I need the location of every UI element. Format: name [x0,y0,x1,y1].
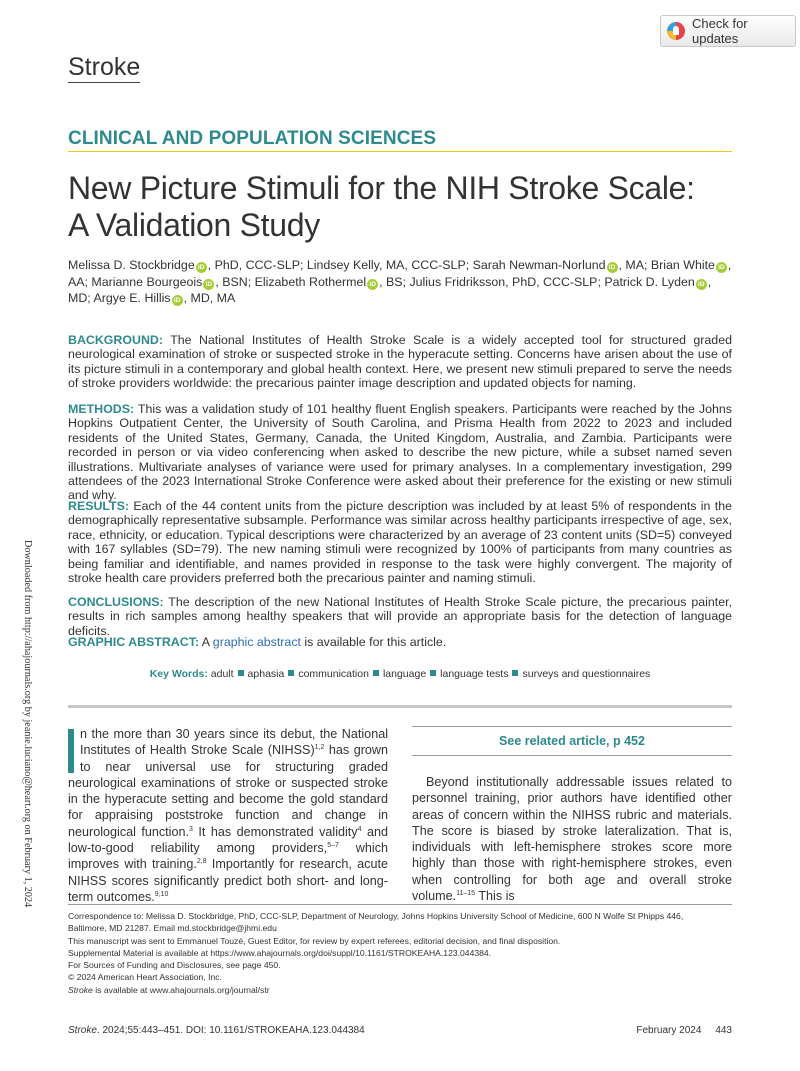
footnote-rule [68,904,732,905]
abstract-text: A [199,635,213,649]
author-degrees: , MD; [68,274,712,305]
keyword: language [382,668,427,680]
citation-ref[interactable]: 9,10 [154,890,169,898]
abstract-methods [68,402,732,503]
footer-citation [68,1025,365,1036]
check-for-updates-label: Check for updates [692,16,748,46]
footer-date-page [636,1025,732,1036]
bullet-square-icon [288,670,294,676]
section-divider [68,705,732,708]
drop-cap [68,729,74,773]
author-name: Elizabeth Rothermel [254,274,367,289]
check-for-updates-button[interactable] [660,15,796,47]
abstract-text: is available for this article. [300,635,447,649]
footnote-line: © 2024 American Heart Association, Inc. [68,972,222,983]
abstract-results [68,499,732,585]
abstract-text: The description of the new National Institutes of Health Stroke Scale picture, the precarious painter, results in rich samples among healthy speakers that will provide an appropriate basis for the detection of language deficits. [68,595,732,638]
abstract-text: The National Institutes of Health Stroke Scale is a widely accepted tool for structured graded neurological examination of stroke or suspected stroke in the hyperacute setting. Concerns have arisen about the use of its picture stimuli in a contemporary and global health context. Here, we present new stimuli prepared to serve the needs of stroke providers worldwide: the precarious painter image description and updated objects for naming. [68,333,732,391]
author-name: Melissa D. Stockbridge [68,258,195,272]
footnote-line: Baltimore, MD 21287. Email md.stockbridge@jhmi.edu [68,923,277,934]
citation-ref[interactable]: 3 [189,825,193,833]
abstract-graphic [68,635,732,649]
orcid-icon[interactable]: iD [716,262,727,273]
footnote-line: For Sources of Funding and Disclosures, see page 450. [68,960,281,971]
footnote-line [68,984,732,996]
body-text-left [68,726,388,905]
author-name: Lindsey Kelly, MA, CCC-SLP; [306,258,473,272]
orcid-icon[interactable]: iD [696,279,707,290]
author-degrees: , BSN; [215,274,255,289]
keyword: communication [298,668,369,680]
related-article-link[interactable]: See related article, p 452 [412,726,732,756]
page-number: 443 [715,1025,732,1036]
orcid-icon[interactable]: iD [367,279,378,290]
abstract-conclusions [68,595,732,638]
keywords [68,668,732,680]
body-text: has grown to near universal use for structuring graded neurological examinations of stroke or suspected stroke in the hyperacute setting and become the gold standard for appraising poststroke function and change in neurological function. [68,743,389,839]
bullet-square-icon [512,670,518,676]
author-degrees: , BS; [379,274,410,289]
author-name: Brian White [650,258,715,272]
author-name: Patrick D. Lyden [604,274,695,289]
orcid-icon[interactable]: iD [203,279,214,290]
body-text: Beyond institutionally addressable issues related to personnel training, prior authors have identified other areas of concern within the NIHSS rubric and materials. The score is biased by stroke lateralization. That is, individuals with left-hemisphere strokes score more highly than those with right-hemisphere strokes, even when controlling for both age and overall stroke volume. [412,775,732,904]
keyword: adult [210,668,234,680]
bullet-square-icon [238,670,244,676]
author-list [68,257,732,307]
abstract-heading: BACKGROUND: [68,333,163,347]
keyword: language tests [440,668,509,680]
citation-ref[interactable]: 1,2 [314,744,325,752]
body-text: n the more than 30 years since its debut, the National Institutes of Health Stroke Scale (NIHSS) [80,727,388,758]
footer-journal: Stroke [68,1025,97,1036]
title-line: A Validation Study [68,207,320,243]
download-watermark [13,540,43,940]
article-title [68,170,732,244]
body-text: This is [475,889,515,904]
author-name: Sarah Newman-Norlund [472,258,606,272]
journal-name: Stroke [68,53,141,81]
orcid-icon[interactable]: iD [196,262,207,273]
citation-ref[interactable]: 5–7 [327,841,339,849]
footnotes [68,910,732,996]
author-name: Argye E. Hillis [93,291,171,305]
body-text: Importantly for research, acute NIHSS scores significantly predict both short- and long-term outcomes. [68,857,388,904]
citation-ref[interactable]: 11–15 [456,889,476,897]
abstract-heading: GRAPHIC ABSTRACT: [68,635,200,649]
body-text-right [412,774,732,904]
footnote-line: This manuscript was sent to Emmanuel Touzé, Guest Editor, for review by expert referees, editorial decision, and final disposition. [68,935,561,946]
footnote-line: Correspondence to: Melissa D. Stockbridge, PhD, CCC-SLP, Department of Neurology, Johns Hopkins University School of Medicine, 600 N Wolfe St Phipps 446, [68,911,684,921]
author-degrees: , AA; [68,258,732,289]
orcid-icon[interactable]: iD [172,295,183,306]
body-text: which improves with training. [68,841,388,872]
abstract-heading: METHODS: [68,402,135,416]
keyword: surveys and questionnaires [522,668,651,680]
author-degrees: , PhD, CCC-SLP; [207,258,307,272]
abstract-heading: CONCLUSIONS: [68,595,164,609]
body-text: and low-to-good reliability among providers, [68,824,388,856]
keywords-list [211,668,651,680]
citation-ref[interactable]: 4 [357,825,362,833]
abstract-background [68,333,732,391]
download-notice: Downloaded from http://ahajournals.org by jeanie.luciano@heart.org on February 1, 2024 [22,540,33,908]
crossmark-icon [667,22,685,40]
abstract-text: This was a validation study of 101 healthy fluent English speakers. Participants were reached by the Johns Hopkins Outpatient Center, the University of South Carolina, and Prisma Health from 2022 to 2023 and included residents of the United States, Germany, Canada, the United Kingdom, Australia, and Zambia. Participants were recorded in person or via video conferencing when asked to describe the new picture, while a subset named seven illustrations. Multivariate analyses of variance were used for primary analyses. In a complementary investigation, 299 attendees of the 2023 International Stroke Conference were asked about their preference for the existing or new stimuli and why. [68,402,732,503]
keyword: aphasia [247,668,285,680]
citation-ref[interactable]: 2,8 [196,858,207,866]
body-text: It has demonstrated validity [192,824,358,839]
author-degrees: , MD, MA [183,291,236,305]
author-name: Marianne Bourgeois [91,274,203,289]
author-degrees: , MA; [618,258,651,272]
orcid-icon[interactable]: iD [607,262,618,273]
title-line: New Picture Stimuli for the NIH Stroke Scale: [68,170,695,206]
keywords-label: Key Words: [149,668,208,680]
footer-date: February 2024 [636,1025,702,1036]
abstract-heading: RESULTS: [68,499,130,513]
bullet-square-icon [373,670,379,676]
bullet-square-icon [430,670,436,676]
section-heading: CLINICAL AND POPULATION SCIENCES [68,127,732,152]
author-name: Julius Fridriksson, PhD, CCC-SLP; [409,274,605,289]
journal-italic: Stroke [68,984,93,995]
footnote-line: Supplemental Material is available at https://www.ahajournals.org/doi/suppl/10.1161/STROKEAHA.123.044384. [68,947,492,958]
footer-doi: . 2024;55:443–451. DOI: 10.1161/STROKEAHA.123.044384 [96,1025,365,1036]
journal-url-text: is available at www.ahajournals.org/journal/str [92,984,270,995]
graphic-abstract-link[interactable]: graphic abstract [212,635,301,649]
abstract-text: Each of the 44 content units from the picture description was included by at least 5% of respondents in the demographically representative subsample. Performance was similar across healthy participants irrespective of age, sex, race, ethnicity, or education. Typical descriptions were characterized by an average of 23 content units (SD=5) conveyed with 167 syllables (SD=79). The new naming stimuli were recognized by 100% of participants from many countries as being familiar and identifiable, and names provided in response to the task were highly convergent. The majority of stroke health care providers preferred both the precarious painter and naming stimuli. [68,499,732,586]
